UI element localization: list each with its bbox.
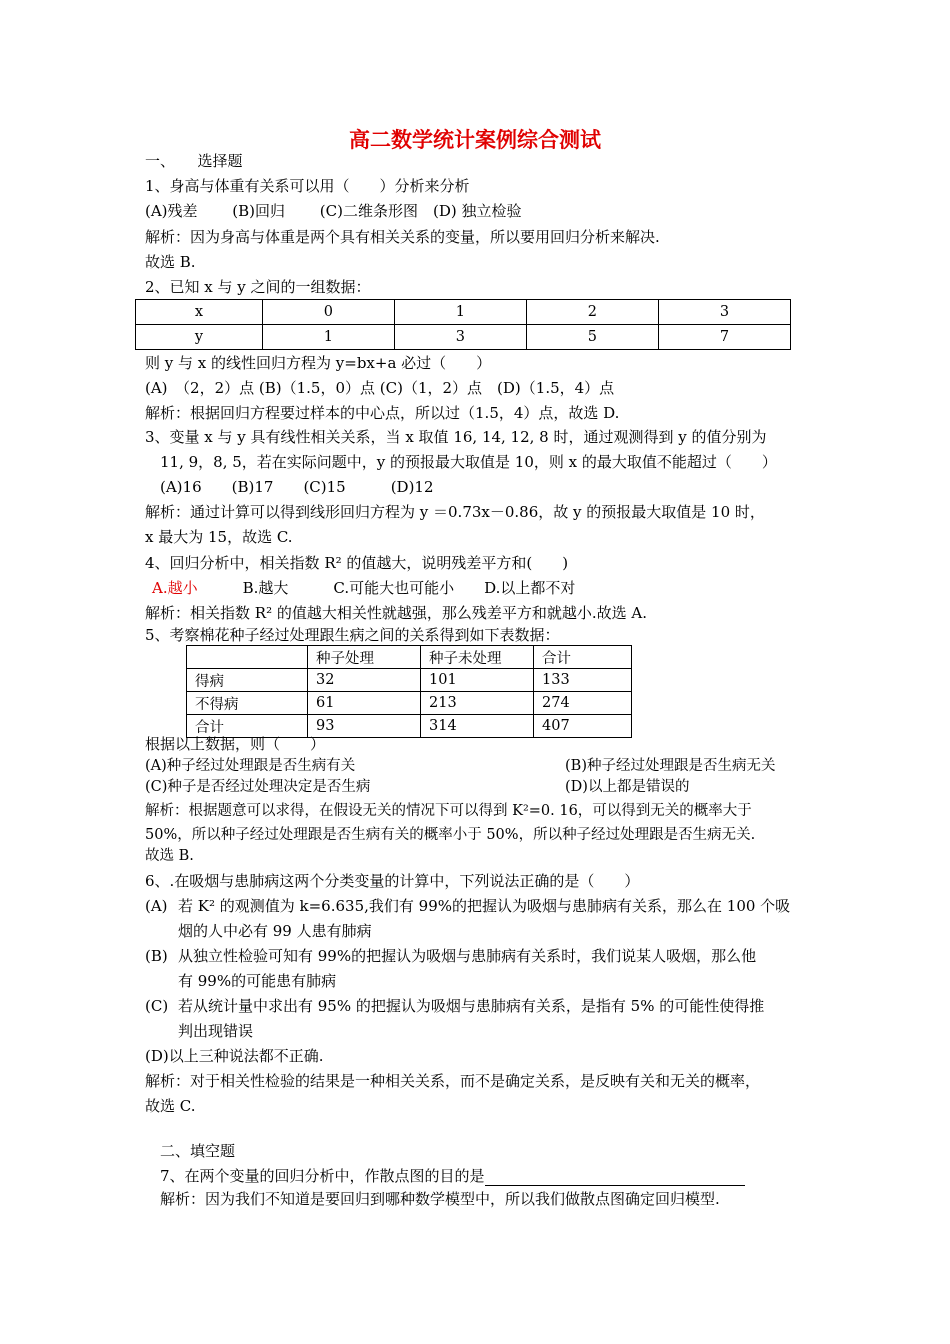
q5-question: 根据以上数据，则（ ） — [145, 735, 326, 753]
q5-stem: 5、考察棉花种子经过处理跟生病之间的关系得到如下表数据： — [145, 626, 560, 644]
table-header-cell: 合计 — [534, 646, 632, 669]
table-cell: 3 — [394, 325, 526, 350]
q6-option-c-line2: 判出现错误 — [178, 1022, 254, 1040]
q5-answer: 故选 B. — [145, 848, 194, 864]
q7-analysis: 解析：因为我们不知道是要回归到哪种数学模型中，所以我们做散点图确定回归模型. — [160, 1190, 720, 1208]
section-heading-fill: 二、填空题 — [160, 1142, 236, 1160]
table-cell: 101 — [421, 669, 534, 692]
q5-option-c: (C)种子是否经过处理决定是否生病 — [145, 779, 371, 795]
table-cell: 274 — [534, 692, 632, 715]
table-cell: 1 — [394, 300, 526, 325]
table-cell: 93 — [308, 715, 421, 738]
q1-analysis: 解析：因为身高与体重是两个具有相关关系的变量，所以要用回归分析来解决. — [145, 228, 660, 246]
q6-option-a-line1: 若 K² 的观测值为 k=6.635,我们有 99%的把握认为吸烟与患肺病有关系，那么在 100 个吸 — [178, 897, 791, 915]
q6-stem: 6、.在吸烟与患肺病这两个分类变量的计算中，下列说法正确的是（ ） — [145, 872, 640, 890]
table-cell: 2 — [526, 300, 658, 325]
table-cell: 213 — [421, 692, 534, 715]
table-row — [136, 325, 791, 350]
table-cell: 3 — [658, 300, 790, 325]
table-cell: 0 — [262, 300, 394, 325]
section-heading-choice: 一、 选择题 — [145, 152, 243, 170]
q7-stem — [160, 1166, 745, 1186]
q6-option-c-label: (C) — [145, 997, 169, 1015]
q2-data-table — [135, 299, 791, 350]
q6-analysis: 解析：对于相关性检验的结果是一种相关关系，而不是确定关系，是反映有关和无关的概率， — [145, 1072, 761, 1090]
q1-options: (A)残差 (B)回归 (C)二维条形图 (D) 独立检验 — [145, 202, 522, 220]
table-header-cell — [187, 646, 308, 669]
q4-options — [152, 578, 575, 598]
q1-stem: 1、身高与体重有关系可以用（ ）分析来分析 — [145, 177, 470, 195]
table-header-cell: 种子未处理 — [421, 646, 534, 669]
table-cell: 133 — [534, 669, 632, 692]
table-cell: y — [136, 325, 263, 350]
q3-options: (A)16 (B)17 (C)15 (D)12 — [160, 478, 434, 496]
table-cell: 5 — [526, 325, 658, 350]
q6-option-a-label: (A) — [145, 897, 168, 915]
q6-option-b-line1: 从独立性检验可知有 99%的把握认为吸烟与患肺病有关系时，我们说某人吸烟，那么他 — [178, 947, 757, 965]
q1-answer: 故选 B. — [145, 253, 196, 271]
table-cell: 不得病 — [187, 692, 308, 715]
table-cell: 7 — [658, 325, 790, 350]
table-cell: 合计 — [187, 715, 308, 738]
table-cell: x — [136, 300, 263, 325]
page-title: 高二数学统计案例综合测试 — [349, 127, 601, 152]
table-row — [136, 300, 791, 325]
q4-options-rest: B.越大 C.可能大也可能小 D.以上都不对 — [197, 579, 576, 597]
table-row — [187, 692, 632, 715]
q5-option-b: (B)种子经过处理跟是否生病无关 — [565, 758, 776, 774]
table-cell: 32 — [308, 669, 421, 692]
table-header-cell: 种子处理 — [308, 646, 421, 669]
q3-analysis-line1: 解析：通过计算可以得到线形回归方程为 y ＝0.73x－0.86，故 y 的预报最大取值是 10 时， — [145, 503, 765, 521]
q2-question: 则 y 与 x 的线性回归方程为 y=bx+a 必过（ ） — [145, 354, 492, 372]
q2-analysis: 解析：根据回归方程要过样本的中心点，所以过（1.5，4）点，故选 D. — [145, 404, 620, 422]
table-cell: 得病 — [187, 669, 308, 692]
q3-stem-line1: 3、变量 x 与 y 具有线性相关关系，当 x 取值 16, 14, 12, 8 时，通过观测得到 y 的值分别为 — [145, 428, 767, 446]
table-cell: 407 — [534, 715, 632, 738]
table-row — [187, 669, 632, 692]
q4-stem: 4、回归分析中，相关指数 R² 的值越大，说明残差平方和( ) — [145, 554, 569, 572]
q3-stem-line2: 11, 9，8, 5，若在实际问题中，y 的预报最大取值是 10，则 x 的最大取值不能超过（ ） — [160, 453, 777, 471]
q5-option-a: (A)种子经过处理跟是否生病有关 — [145, 758, 356, 774]
table-cell: 314 — [421, 715, 534, 738]
q2-stem: 2、已知 x 与 y 之间的一组数据： — [145, 278, 371, 296]
q6-option-b-line2: 有 99%的可能患有肺病 — [178, 972, 337, 990]
q6-option-b-label: (B) — [145, 947, 168, 965]
q6-option-a-line2: 烟的人中必有 99 人患有肺病 — [178, 922, 372, 940]
table-cell: 61 — [308, 692, 421, 715]
q5-analysis-line2: 50%，所以种子经过处理跟是否生病有关的概率小于 50%，所以种子经过处理跟是否生病无关. — [145, 827, 756, 843]
q4-analysis: 解析：相关指数 R² 的值越大相关性就越强，那么残差平方和就越小.故选 A. — [145, 604, 647, 622]
q5-analysis-line1: 解析：根据题意可以求得，在假设无关的情况下可以得到 K²=0. 16，可以得到无关的概率大于 — [145, 803, 752, 819]
q3-analysis-line2: x 最大为 15，故选 C. — [145, 528, 293, 546]
q7-answer-blank — [485, 1169, 745, 1186]
q4-option-a: A.越小 — [152, 579, 198, 597]
q6-option-c-line1: 若从统计量中求出有 95% 的把握认为吸烟与患肺病有关系，是指有 5% 的可能性使得推 — [178, 997, 765, 1015]
q6-answer: 故选 C. — [145, 1097, 196, 1115]
table-header-row — [187, 646, 632, 669]
q6-option-d: (D)以上三种说法都不正确. — [145, 1047, 324, 1065]
q2-options: (A) （2，2）点 (B)（1.5，0）点 (C)（1，2）点 (D)（1.5，4）点 — [145, 379, 615, 397]
q7-stem-text: 7、在两个变量的回归分析中，作散点图的目的是 — [160, 1167, 485, 1185]
table-cell: 1 — [262, 325, 394, 350]
q5-data-table — [186, 645, 632, 738]
q5-option-d: (D)以上都是错误的 — [565, 779, 690, 795]
